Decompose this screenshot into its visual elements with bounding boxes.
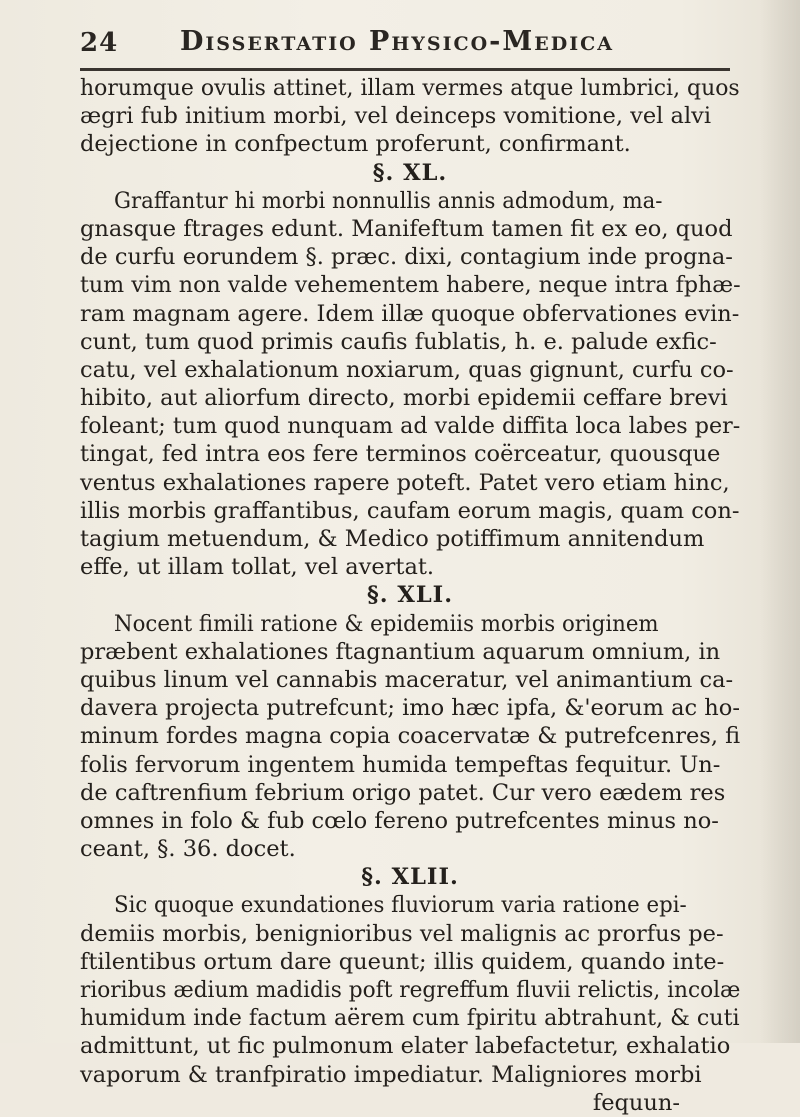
text-line: ftilentibus ortum dare queunt; illis quidem, quando inte- — [80, 948, 725, 975]
text-line: cunt, tum quod primis caufis fublatis, h. e. palude exfic- — [80, 328, 717, 355]
text-line: humidum inde factum aërem cum fpiritu abtrahunt, & cuti — [80, 1005, 740, 1032]
text-line: ægri fub initium morbi, vel deinceps vomitione, vel alvi — [80, 103, 712, 130]
text-line: folis fervorum ingentem humida tempeftas fequitur. Un- — [80, 751, 721, 778]
paragraph-first-line: Nocent fimili ratione & epidemiis morbis originem — [114, 610, 659, 637]
page-number: 24 — [80, 28, 119, 58]
text-line: rioribus ædium madidis poft regreffum fluvii relictis, incolæ — [80, 977, 741, 1003]
text-line: catu, vel exhalationum noxiarum, quas gignunt, curfu co- — [80, 356, 734, 383]
running-head: Dissertatio Physico-Medica — [180, 26, 614, 57]
paragraph-first-line: Graffantur hi morbi nonnullis annis admodum, ma- — [114, 187, 663, 214]
text-line: gnasque ftrages edunt. Manifeftum tamen fit ex eo, quod — [80, 215, 733, 242]
section-heading: §. XLII. — [361, 864, 459, 891]
section-heading: §. XL. — [372, 159, 448, 186]
text-line: effe, ut illam tollat, vel avertat. — [80, 554, 435, 581]
text-line: præbent exhalationes ftagnantium aquarum omnium, in — [80, 638, 721, 665]
header-rule — [80, 68, 730, 71]
catchword: fequun- — [592, 1089, 680, 1116]
text-line: foleant; tum quod nunquam ad valde diffita loca labes per- — [80, 413, 741, 440]
text-line: ventus exhalationes rapere poteft. Patet vero etiam hinc, — [80, 469, 730, 496]
body-text — [80, 74, 740, 1117]
text-line: hibito, aut aliorfum directo, morbi epidemii ceffare brevi — [80, 385, 728, 412]
text-line: de curfu eorundem §. præc. dixi, contagium inde progna- — [80, 244, 733, 271]
text-line: minum fordes magna copia coacervatæ & putrefcenres, fi — [80, 723, 741, 750]
page-edge-shadow — [760, 0, 800, 1043]
text-line: ceant, §. 36. docet. — [80, 836, 296, 863]
section-heading: §. XLI. — [366, 582, 454, 609]
text-line: davera projecta putrefcunt; imo hæc ipfa, &'eorum ac ho- — [80, 695, 740, 722]
text-line: tingat, fed intra eos fere terminos coërceatur, quousque — [80, 441, 721, 468]
text-line: ram magnam agere. Idem illæ quoque obfervationes evin- — [80, 300, 740, 327]
text-line: tagium metuendum, & Medico potiffimum annitendum — [80, 526, 705, 552]
page-header — [80, 22, 720, 66]
text-line: admittunt, ut fic pulmonum elater labefactetur, exhalatio — [80, 1033, 731, 1060]
text-line: illis morbis graffantibus, caufam eorum magis, quam con- — [80, 497, 740, 524]
text-line: horumque ovulis attinet, illam vermes atque lumbrici, quos — [80, 75, 740, 101]
text-line: dejectione in confpectum proferunt, confirmant. — [80, 131, 631, 158]
text-line: quibus linum vel cannabis maceratur, vel animantium ca- — [80, 666, 734, 693]
text-line: de caftrenfium febrium origo patet. Cur vero eædem res — [80, 779, 726, 806]
text-line: demiis morbis, benignioribus vel malignis ac prorfus pe- — [80, 920, 724, 947]
paragraph-first-line: Sic quoque exundationes fluviorum varia ratione epi- — [114, 892, 687, 919]
text-line: tum vim non valde vehementem habere, neque intra fphæ- — [80, 272, 741, 299]
text-line: vaporum & tranfpiratio impediatur. Maligniores morbi — [80, 1061, 702, 1088]
text-line: omnes in folo & fub cœlo fereno putrefcentes minus no- — [80, 807, 719, 834]
